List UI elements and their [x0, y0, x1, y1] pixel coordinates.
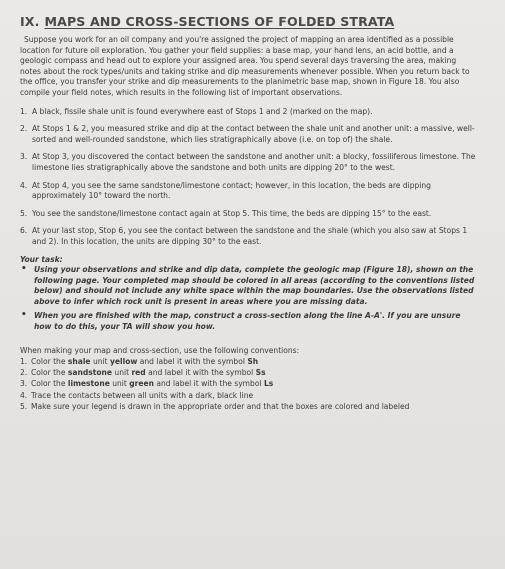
- unit-name: limestone: [67, 379, 110, 389]
- item-number: 4.: [20, 390, 28, 400]
- unit-color: yellow: [109, 357, 138, 367]
- unit-name: sandstone: [67, 368, 113, 378]
- item-number: 3.: [20, 379, 28, 389]
- unit-symbol: Ls: [263, 379, 274, 389]
- convention-text: Color the: [31, 357, 68, 367]
- observation-text: At Stop 3, you discovered the contact between the sandstone and another unit: a blocky, fossiliferous limestone. The limestone lies stratigraphically above the sandstone and both units are dipping 20° to the west.: [32, 152, 476, 172]
- convention-text: Trace the contacts between all units with a dark, black line: [31, 390, 254, 400]
- conventions-list: [20, 357, 479, 412]
- convention-item: [20, 402, 479, 413]
- item-number: 2.: [20, 368, 28, 378]
- convention-text: unit: [112, 368, 132, 378]
- convention-item: [20, 368, 479, 379]
- item-number: 5.: [20, 401, 28, 411]
- conventions-intro: When making your map and cross-section, use the following conventions:: [20, 345, 300, 355]
- observation-item: [20, 152, 479, 173]
- item-number: 3.: [20, 152, 28, 162]
- item-number: 6.: [20, 226, 28, 236]
- observation-text: At your last stop, Stop 6, you see the contact between the sandstone and the shale (which you also saw at Stops 1 and 2). In this location, the units are dipping 30° to the east.: [32, 226, 468, 246]
- task-item: [20, 265, 479, 307]
- bullet-icon: •: [21, 310, 27, 321]
- observation-item: [20, 107, 479, 118]
- convention-item: [20, 391, 479, 402]
- observation-text: At Stops 1 & 2, you measured strike and dip at the contact between the shale unit and another unit: a massive, well-sorted and well-rounded sandstone, which lies stratigraphically above (i.e. on top of) the shale.: [32, 124, 475, 144]
- observation-text: You see the sandstone/limestone contact again at Stop 5. This time, the beds are dipping 15° to the east.: [32, 208, 432, 218]
- task-text: When you are finished with the map, construct a cross-section along the line A-A'. If you are unsure how to do this, your TA will show you how.: [34, 311, 461, 332]
- task-item: [20, 311, 479, 332]
- convention-text: unit: [90, 357, 110, 367]
- observation-text: At Stop 4, you see the same sandstone/limestone contact; however, in this location, the beds are dipping approximately 10° toward the north.: [32, 180, 431, 201]
- observations-list: [20, 107, 479, 248]
- unit-symbol: Sh: [247, 357, 259, 367]
- observation-text: A black, fissile shale unit is found everywhere east of Stops 1 and 2 (marked on the map).: [32, 106, 373, 116]
- task-list: [20, 265, 479, 333]
- observation-item: [20, 226, 479, 247]
- unit-name: shale: [67, 357, 91, 367]
- unit-color: green: [129, 379, 154, 389]
- observation-item: [20, 209, 479, 220]
- convention-item: [20, 379, 479, 390]
- item-number: 4.: [20, 180, 28, 190]
- item-number: 1.: [20, 106, 28, 116]
- convention-text: Color the: [31, 379, 68, 389]
- unit-color: red: [131, 368, 146, 378]
- section-title: MAPS AND CROSS-SECTIONS OF FOLDED STRATA: [44, 14, 395, 29]
- convention-item: [20, 357, 479, 368]
- item-number: 2.: [20, 124, 28, 134]
- item-number: 5.: [20, 208, 28, 218]
- task-heading: Your task:: [20, 254, 63, 264]
- convention-text: and label it with the symbol: [145, 368, 256, 378]
- convention-text: Color the: [31, 368, 68, 378]
- item-number: 1.: [20, 357, 28, 367]
- unit-symbol: Ss: [255, 368, 266, 378]
- observation-item: [20, 124, 479, 145]
- page-title: [20, 14, 479, 29]
- convention-text: and label it with the symbol: [153, 379, 264, 389]
- convention-text: and label it with the symbol: [137, 357, 248, 367]
- section-number: IX.: [20, 14, 40, 29]
- convention-text: Make sure your legend is drawn in the appropriate order and that the boxes are colored and labeled: [31, 401, 410, 411]
- task-text: Using your observations and strike and dip data, complete the geologic map (Figure 18), shown on the following page. Your completed map should be colored in all areas (according to the conventions listed below) and should not include any white space within the map boundaries. Use the observations listed above to infer which rock unit is present in areas where you are missing data.: [34, 265, 475, 306]
- bullet-icon: •: [21, 264, 27, 275]
- convention-text: unit: [109, 379, 130, 389]
- intro-paragraph: Suppose you work for an oil company and you're assigned the project of mapping an area identified as a possible location for future oil exploration. You gather your field supplies: a base map, your hand lens, an acid bottle, and a geologic compass and head out to explore your assigned area. You spend several days traversing the area, making notes about the rock types/units and taking strike and dip measurements whenever possible. When you return back to the office, you transfer your strike and dip measurements to the planimetric base map, shown in Figure 18. You also compile your field notes, which results in the following list of important observations.: [20, 35, 470, 97]
- observation-item: [20, 181, 479, 202]
